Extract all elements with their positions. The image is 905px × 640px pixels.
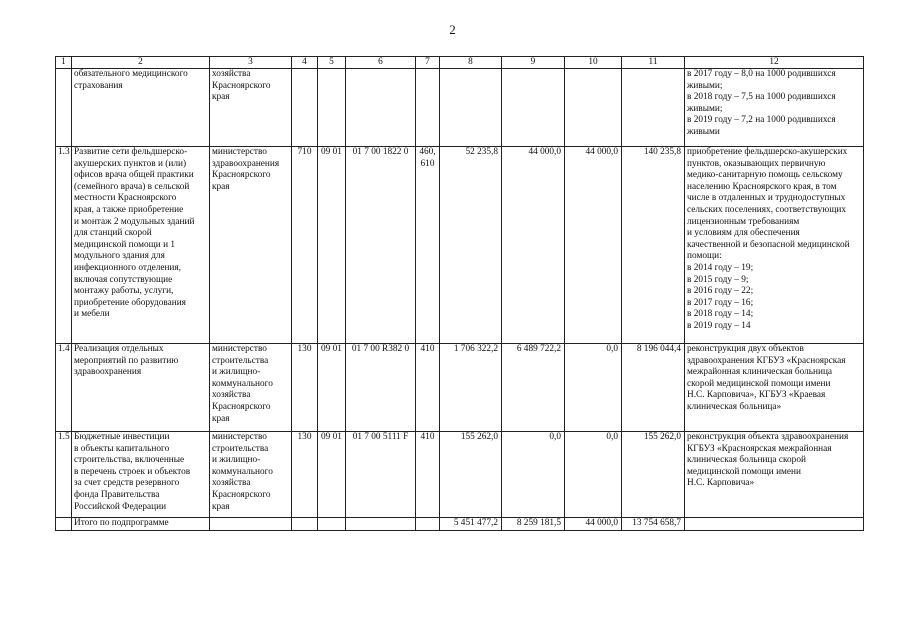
row-number: 1.5 [56, 432, 72, 518]
total-2019: 44 000,0 [565, 518, 622, 531]
amount-2017: 155 262,0 [440, 432, 502, 518]
amount-2017: 52 235,8 [440, 147, 502, 344]
header-cell: 3 [210, 57, 292, 69]
totals-label: Итого по подпрограмме [72, 518, 210, 531]
header-cell: 2 [72, 57, 210, 69]
header-cell: 9 [502, 57, 565, 69]
rzpr-code: 09 01 [318, 344, 346, 432]
row-number: 1.3 [56, 147, 72, 344]
measure-name: Реализация отдельных мероприятий по развитию здравоохранения [72, 344, 210, 432]
amount-total: 140 235,8 [622, 147, 685, 344]
header-cell: 12 [685, 57, 864, 69]
header-row [56, 57, 864, 69]
table-row [56, 147, 864, 344]
table-row [56, 432, 864, 518]
row-number [56, 69, 72, 147]
amount-2018: 44 000,0 [502, 147, 565, 344]
totals-row [56, 518, 864, 531]
amount-2017: 1 706 322,2 [440, 344, 502, 432]
csr-code: 01 7 00 1822 0 [346, 147, 416, 344]
grbs-code: 710 [292, 147, 318, 344]
vr-code [416, 69, 440, 147]
vr-code: 410 [416, 344, 440, 432]
header-cell: 8 [440, 57, 502, 69]
header-cell: 10 [565, 57, 622, 69]
grbs-code [292, 69, 318, 147]
amount-total [622, 69, 685, 147]
executor: министерство здравоохранения Красноярского края [210, 147, 292, 344]
amount-2018: 6 489 722,2 [502, 344, 565, 432]
total-2018: 8 259 181,5 [502, 518, 565, 531]
amount-2018 [502, 69, 565, 147]
grbs-code: 130 [292, 432, 318, 518]
csr-code: 01 7 00 R382 0 [346, 344, 416, 432]
header-cell: 5 [318, 57, 346, 69]
measure-name: Бюджетные инвестиции в объекты капитального строительства, включенные в перечень строек и объектов за счет средств резервного фонда Правительства Российской Федерации [72, 432, 210, 518]
amount-2019: 0,0 [565, 344, 622, 432]
page-number: 2 [449, 22, 456, 37]
grbs-code [292, 518, 318, 531]
row-number: 1.4 [56, 344, 72, 432]
amount-total: 155 262,0 [622, 432, 685, 518]
executor: хозяйства Красноярского края [210, 69, 292, 147]
total-all: 13 754 658,7 [622, 518, 685, 531]
header-cell: 6 [346, 57, 416, 69]
rzpr-code: 09 01 [318, 432, 346, 518]
header-cell: 1 [56, 57, 72, 69]
table-row-continuation [56, 69, 864, 147]
rzpr-code [318, 518, 346, 531]
executor: министерство строительства и жилищно- коммунального хозяйства Красноярского края [210, 432, 292, 518]
vr-code: 460, 610 [416, 147, 440, 344]
table-row [56, 344, 864, 432]
csr-code: 01 7 00 5111 F [346, 432, 416, 518]
amount-2019: 44 000,0 [565, 147, 622, 344]
row-number [56, 518, 72, 531]
amount-2017 [440, 69, 502, 147]
csr-code [346, 518, 416, 531]
measure-name: обязательного медицинского страхования [72, 69, 210, 147]
program-table [55, 56, 864, 531]
expected-result: приобретение фельдшерско-акушерских пунктов, оказывающих первичную медико-санитарную помощь сельскому населению Красноярского края, в том числе в отдаленных и труднодоступных сельских поселениях, соответствующих лицензионным требованиям и условиям для обеспечения качественной и безопасной медицинской помощи: в 2014 году – 19; в 2015 году – 9; в 2016 году – 22; в 2017 году – 16; в 2018 году – 14; в 2019 году – 14 [685, 147, 864, 344]
expected-result: реконструкция двух объектов здравоохранения КГБУЗ «Красноярская межрайонная клиническая больница скорой медицинской помощи имени Н.С. Карповича», КГБУЗ «Краевая клиническая больница» [685, 344, 864, 432]
header-cell: 11 [622, 57, 685, 69]
expected-result: в 2017 году – 8,0 на 1000 родившихся живыми; в 2018 году – 7,5 на 1000 родившихся живыми; в 2019 году – 7,2 на 1000 родившихся живыми [685, 69, 864, 147]
header-cell: 4 [292, 57, 318, 69]
amount-2019: 0,0 [565, 432, 622, 518]
vr-code: 410 [416, 432, 440, 518]
expected-result: реконструкция объекта здравоохранения КГБУЗ «Красноярская межрайонная клиническая больница скорой медицинской помощи имени Н.С. Карповича» [685, 432, 864, 518]
csr-code [346, 69, 416, 147]
vr-code [416, 518, 440, 531]
grbs-code: 130 [292, 344, 318, 432]
executor [210, 518, 292, 531]
header-cell: 7 [416, 57, 440, 69]
amount-total: 8 196 044,4 [622, 344, 685, 432]
amount-2019 [565, 69, 622, 147]
amount-2018: 0,0 [502, 432, 565, 518]
expected-result [685, 518, 864, 531]
measure-name: Развитие сети фельдшерско- акушерских пунктов и (или) офисов врача общей практики (семейного врача) в сельской местности Красноярского края, а также приобретение и монтаж 2 модульных зданий для станций скорой медицинской помощи и 1 модульного здания для инфекционного отделения, включая сопутствующие монтажу работы, услуги, приобретение оборудования и мебели [72, 147, 210, 344]
rzpr-code: 09 01 [318, 147, 346, 344]
total-2017: 5 451 477,2 [440, 518, 502, 531]
executor: министерство строительства и жилищно- коммунального хозяйства Красноярского края [210, 344, 292, 432]
rzpr-code [318, 69, 346, 147]
